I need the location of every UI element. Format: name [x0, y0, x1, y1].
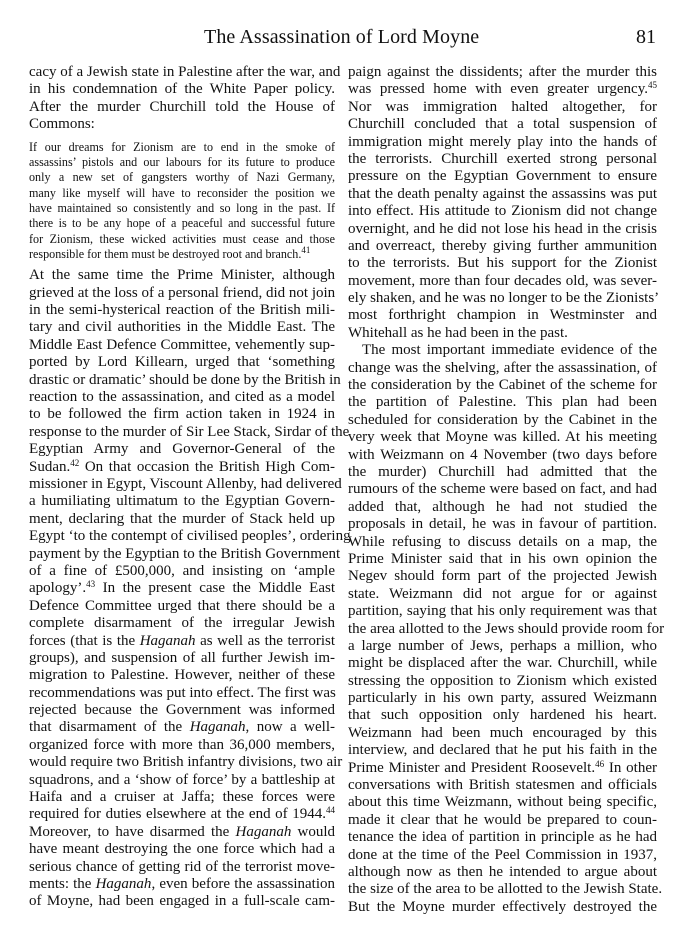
text-line: the size of the area to be allotted to the Jewish State. — [348, 881, 663, 898]
text-line: cacy of a Jewish state in Palestine after the war, and — [29, 64, 341, 80]
text-line: most forthright champion in Westminster and — [348, 307, 657, 324]
text-line: Egypt ‘to the contempt of civilised peoples’, ordering — [29, 528, 351, 545]
quote-line: there is to be any hope of a peaceful and successful future — [29, 216, 335, 231]
text-line: proposals in detail, he was in favour of partition. — [348, 516, 657, 533]
text-line: and overreact, thereby giving further ammunition — [348, 237, 657, 254]
text-line: interview, and declared that he put his faith in the — [348, 742, 657, 759]
text-line: squadrons, and a ‘show of force’ by a battleship at — [29, 771, 335, 788]
text-line: the partition of Palestine. This plan had been — [348, 394, 657, 411]
text-run: was pressed home with even greater urgency. — [348, 81, 648, 98]
text-line: But the Moyne murder effectively destroyed the — [348, 898, 657, 915]
italic-term: Haganah — [139, 632, 196, 649]
text-line: recommendations was put into effect. The first was — [29, 684, 336, 701]
text-line: very week that Moyne was killed. At his meeting — [348, 429, 657, 446]
text-line: After the murder Churchill told the House of — [29, 98, 335, 115]
text-line — [29, 806, 335, 823]
text-run: ments: the — [29, 875, 96, 892]
text-line — [29, 824, 335, 841]
text-line: paign against the dissidents; after the murder this — [348, 64, 657, 80]
quote-line: If our dreams for Zionism are to end in the smoke of — [29, 139, 335, 154]
italic-term: Haganah — [189, 719, 246, 736]
text-run: In other — [604, 759, 657, 776]
footnote-ref: 46 — [595, 758, 605, 769]
text-line: with Weizmann on 4 November (two days before — [348, 446, 657, 463]
quote-line: have maintained so consistently and so long in the past. If — [29, 200, 335, 215]
text-line: stressing the opposition to Zionism which existed — [348, 672, 657, 689]
text-run: Sudan. — [29, 458, 71, 475]
text-line: Defence Committee urged that there should be a — [29, 597, 335, 614]
text-run: In the present case the Middle East — [95, 580, 335, 597]
text-line: complete disarmament of the irregular Jewish — [29, 615, 335, 632]
text-line: movement, more than four decades old, was sever- — [348, 272, 657, 289]
quote-line: only a new set of gangsters worthy of Nazi Germany, — [29, 170, 335, 185]
text-line: migration to Palestine. However, neither of these — [29, 667, 335, 684]
text-line: Nor was immigration halted altogether, for — [348, 98, 657, 115]
text-line: to the terrorists. But his support for the Zionist — [348, 255, 657, 272]
footnote-ref: 45 — [648, 80, 657, 91]
text-line: made it clear that he would be prepared to coun- — [348, 811, 657, 828]
footnote-ref: 43 — [86, 579, 96, 590]
text-line: Churchill concluded that a total suspension of — [348, 116, 657, 133]
text-line: Negev should form part of the projected Jewish — [348, 568, 657, 585]
text-run: , even before the assassination — [151, 875, 335, 892]
left-column — [29, 64, 351, 911]
text-line: At the same time the Prime Minister, although — [29, 267, 335, 284]
text-run: Moreover, to have disarmed the — [29, 823, 236, 840]
text-line — [29, 876, 335, 893]
text-line: rejected because the Government was informed — [29, 702, 335, 719]
text-line: tary and civil authorities in the Middle East. The — [29, 319, 335, 336]
text-run: On that occasion the British High Com- — [79, 458, 335, 475]
text-line: might be displaced after the war. Churchill, while — [348, 655, 657, 672]
right-column — [348, 64, 665, 916]
text-line: change was the shelving, after the assassination, of — [348, 359, 657, 376]
text-line — [29, 633, 335, 650]
text-line: a humiliating ultimatum to the Egyptian Govern- — [29, 493, 335, 510]
text-line: a large number of Jews, perhaps a million, who — [348, 637, 657, 654]
text-line: organized force with more than 36,000 members, — [29, 736, 335, 753]
text-line: in his condemnation of the White Paper policy. — [29, 81, 335, 98]
text-line — [348, 760, 657, 777]
running-title: The Assassination of Lord Moyne — [204, 26, 480, 48]
text-line: of a fine of £500,000, and insisting on ‘ample — [29, 562, 335, 579]
text-line: The most important immediate evidence of the — [362, 342, 657, 359]
text-line: although now as then he intended to argue about — [348, 863, 657, 880]
text-line: conversations with British statesmen and officials — [348, 777, 657, 794]
text-line: tenance the idea of partition in principle as he had — [348, 829, 657, 846]
text-run: apology’. — [29, 580, 87, 597]
text-line: into effect. His attitude to Zionism did not change — [348, 203, 657, 220]
quote-line: many like myself will have to reconsider the position we — [29, 185, 335, 200]
text-line: immigration might merely play into the hands of — [348, 133, 657, 150]
text-line: ely shaken, and he was no longer to be the Zionists’ — [348, 290, 660, 307]
quote-line: assassins’ pistols and our labours for its future to produce — [29, 154, 335, 169]
text-line: payment by the Egyptian to the British Government — [29, 545, 341, 562]
text-run: forces (that is the — [29, 632, 140, 649]
paragraph — [348, 342, 665, 916]
text-line: would require two British infantry divisions, two air — [29, 754, 343, 771]
text-line: the terrorists. Churchill exerted strong personal — [348, 150, 657, 167]
text-line — [29, 719, 335, 736]
text-line: missioner in Egypt, Viscount Allenby, had delivered — [29, 476, 342, 492]
text-line: Weizmann had been much encouraged by this — [348, 724, 657, 741]
text-line: done at the time of the Peel Commission in 1937, — [348, 846, 657, 863]
text-line — [29, 459, 335, 476]
paragraph — [348, 64, 660, 342]
block-quote — [29, 140, 335, 263]
text-line: state. Weizmann did not argue for or against — [348, 585, 657, 602]
text-line: Haifa and a cruiser at Jaffa; these forces were — [29, 789, 335, 806]
text-line: groups), and suspension of all further Jewish im- — [29, 649, 335, 666]
italic-term: Haganah — [235, 823, 292, 840]
text-line: Commons: — [29, 116, 95, 133]
text-run: that disarmament of the — [29, 719, 190, 736]
text-line — [29, 580, 335, 597]
text-line: that such opposition only hardened his heart. — [348, 707, 657, 724]
text-line: overnight, and he did not lose his head in the crisis — [348, 220, 657, 237]
text-line: drastic or dramatic’ should be done by the British in — [29, 371, 341, 388]
text-line: the murder) Churchill had admitted that the — [348, 463, 657, 480]
text-line: response to the murder of Sir Lee Stack, Sirdar of the — [29, 423, 350, 440]
text-line: Prime Minister said that in his own opinion the — [348, 550, 657, 567]
text-line: rumours of the scheme were based on fact, and had — [348, 481, 657, 498]
quote-line — [29, 244, 335, 262]
text-line: Egyptian Army and Governor-General of the — [29, 441, 335, 458]
page-number: 81 — [636, 26, 656, 48]
footnote-ref: 42 — [70, 457, 80, 468]
text-run: would — [291, 823, 336, 840]
text-run: as well as the terrorist — [195, 632, 335, 649]
text-line: While refusing to discuss details on a map, the — [348, 533, 657, 550]
quote-text: responsible for them must be destroyed root and branch. — [29, 246, 302, 261]
text-run: required for duties elsewhere at the end of 1944. — [29, 806, 326, 823]
text-line: serious chance of getting rid of the terrorist move- — [29, 858, 335, 875]
text-line: the area allotted to the Jews should provide room for — [348, 620, 665, 637]
footnote-ref: 41 — [301, 244, 311, 255]
text-line: the consideration by the Cabinet of the scheme for — [348, 377, 657, 394]
text-line: Whitehall as he had been in the past. — [348, 324, 568, 341]
text-line: ported by Lord Killearn, urged that ‘something — [29, 354, 335, 371]
paragraph — [29, 267, 351, 910]
page-header — [0, 26, 677, 56]
text-line: in the semi-hysterical reaction of the British mili- — [29, 302, 335, 319]
text-line: reaction to the assassination, and cited as a model — [29, 389, 335, 406]
text-line: scheduled for consideration by the Cabinet in the — [348, 411, 657, 428]
text-run: , now a well- — [245, 719, 336, 736]
text-line: Middle East Defence Committee, vehemently sup- — [29, 336, 335, 353]
text-line: grieved at the loss of a personal friend, did not join — [29, 284, 336, 301]
text-line: added that, although he had not studied the — [348, 498, 657, 515]
footnote-ref: 44 — [326, 805, 335, 816]
text-line: about this time Weizmann, without being specific, — [348, 794, 657, 811]
text-line: particularly in his own party, assured Weizmann — [348, 690, 657, 707]
text-line: that the death penalty against the assassins was put — [348, 185, 657, 202]
text-line: of Moyne, had been engaged in a full-scale cam- — [29, 893, 335, 910]
text-line: to be followed the firm action taken in 1924 in — [29, 406, 335, 423]
text-line: pressure on the Egyptian Government to ensure — [348, 168, 657, 185]
text-line — [348, 81, 657, 98]
text-line: partition, saying that his only requirement was that — [348, 603, 657, 620]
text-line: have meant destroying the one force which had a — [29, 841, 335, 858]
text-run: Prime Minister and President Roosevelt. — [348, 759, 596, 776]
italic-term: Haganah — [95, 875, 152, 892]
paragraph — [29, 64, 341, 134]
quote-line: for Zionism, these wicked activities must cease and those — [29, 231, 335, 246]
text-line: ment, declaring that the murder of Stack held up — [29, 510, 335, 527]
